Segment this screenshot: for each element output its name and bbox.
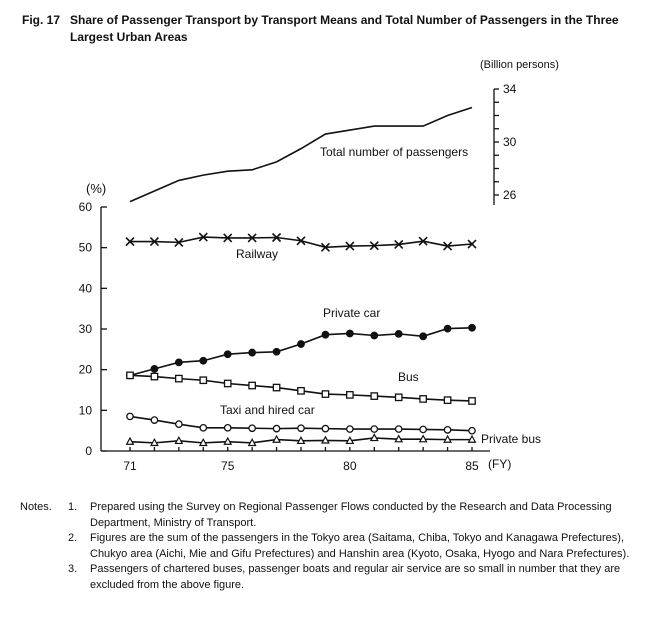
private-car-point (469, 324, 476, 331)
bus-point (396, 394, 402, 400)
total-number-of-passengers-label: Total number of passengers (320, 145, 469, 159)
private-bus-point (371, 434, 378, 440)
bus-point (322, 391, 328, 397)
note-text: Figures are the sum of the passengers in the Tokyo area (Saitama, Chiba, Tokyo and Kanagawa Prefectures), Chukyo area (Aichi, Mie and Gifu Prefectures) and Hanshin area (Kyoto, Osaka, Hyogo and Nara Prefectures). (90, 532, 630, 560)
figure-title-text: Share of Passenger Transport by Transport Means and Total Number of Passengers in the Three Largest Urban Areas (70, 13, 619, 44)
left-axis-tick-label: 50 (78, 240, 92, 255)
taxi-and-hired-car-point (176, 421, 182, 427)
left-axis-tick-label: 0 (85, 444, 92, 458)
private-bus-point (224, 438, 231, 444)
private-car-point (420, 333, 427, 340)
notes-heading: Notes. (20, 501, 52, 513)
taxi-and-hired-car-point (298, 425, 304, 431)
right-axis-tick-label: 30 (503, 135, 517, 149)
left-axis-unit: (%) (86, 181, 107, 196)
x-axis-unit: (FY) (488, 457, 512, 471)
notes (20, 500, 635, 593)
private-car-point (273, 348, 280, 355)
taxi-and-hired-car-point (225, 425, 231, 431)
private-bus-point (420, 436, 427, 442)
private-car-point (371, 332, 378, 339)
note-number: 3. (68, 563, 78, 575)
private-bus-point (273, 436, 280, 442)
private-bus-point (200, 439, 207, 445)
private-bus-label: Private bus (481, 432, 542, 446)
private-car-label: Private car (323, 306, 381, 320)
private-car-point (249, 349, 256, 356)
right-axis-tick-label: 34 (503, 82, 517, 96)
note-item (68, 500, 635, 531)
private-car-point (444, 325, 451, 332)
bus-point (371, 393, 377, 399)
taxi-and-hired-car-point (322, 425, 328, 431)
private-bus-point (175, 437, 182, 443)
private-bus-point (444, 436, 451, 442)
note-item (68, 562, 635, 593)
taxi-and-hired-car-point (444, 427, 450, 433)
private-car-point (224, 351, 231, 358)
left-axis-tick-label: 10 (78, 403, 92, 418)
taxi-and-hired-car-point (249, 425, 255, 431)
bus-point (420, 396, 426, 402)
private-bus-point (346, 437, 353, 443)
note-item (68, 531, 635, 562)
right-axis-tick-label: 26 (503, 188, 517, 202)
private-car-point (298, 341, 305, 348)
bus-point (200, 377, 206, 383)
taxi-and-hired-car-point (420, 426, 426, 432)
taxi-and-hired-car-point (151, 417, 157, 423)
bus-point (347, 392, 353, 398)
bus-point (298, 388, 304, 394)
taxi-and-hired-car-point (200, 425, 206, 431)
private-car-point (395, 330, 402, 337)
bus-label: Bus (398, 370, 419, 384)
x-axis-tick-label: 71 (123, 459, 137, 473)
private-bus-point (469, 436, 476, 442)
left-axis-tick-label: 20 (78, 362, 92, 377)
taxi-and-hired-car-point (347, 426, 353, 432)
bus-point (273, 384, 279, 390)
private-bus-point (322, 437, 329, 443)
note-text: Passengers of chartered buses, passenger boats and regular air service are so small in number that they are excluded from the above figure. (90, 563, 621, 591)
left-axis-tick-label: 60 (78, 200, 92, 214)
private-car-point (200, 357, 207, 364)
private-car-point (151, 365, 158, 372)
bus-point (225, 380, 231, 386)
taxi-and-hired-car-point (273, 425, 279, 431)
bus-point (444, 397, 450, 403)
note-number: 2. (68, 532, 78, 544)
bus-point (151, 373, 157, 379)
figure-number: Fig. 17 (22, 13, 61, 27)
right-axis-unit: (Billion persons) (480, 59, 559, 71)
x-axis-tick-label: 85 (465, 459, 479, 473)
bus-point (469, 398, 475, 404)
private-car-point (322, 331, 329, 338)
private-car-point (175, 359, 182, 366)
railway-label: Railway (236, 247, 279, 261)
taxi-and-hired-car-point (469, 427, 475, 433)
private-bus-point (395, 436, 402, 442)
bus-point (127, 372, 133, 378)
note-text: Prepared using the Survey on Regional Passenger Flows conducted by the Research and Data Processing Department, Ministry of Transport. (90, 501, 612, 529)
left-axis-tick-label: 40 (78, 281, 92, 296)
taxi-and-hired-car-point (127, 413, 133, 419)
bus-point (249, 382, 255, 388)
taxi-and-hired-car-label: Taxi and hired car (220, 403, 315, 417)
private-bus-point (127, 438, 134, 444)
bus-point (176, 375, 182, 381)
private-bus-point (151, 439, 158, 445)
left-axis-tick-label: 30 (78, 322, 92, 336)
private-car-point (346, 330, 353, 337)
taxi-and-hired-car-point (371, 426, 377, 432)
taxi-and-hired-car-point (396, 426, 402, 432)
private-bus-point (298, 437, 305, 443)
private-bus-point (249, 439, 256, 445)
note-number: 1. (68, 501, 78, 513)
x-axis-tick-label: 75 (221, 459, 235, 473)
x-axis-tick-label: 80 (343, 459, 357, 473)
